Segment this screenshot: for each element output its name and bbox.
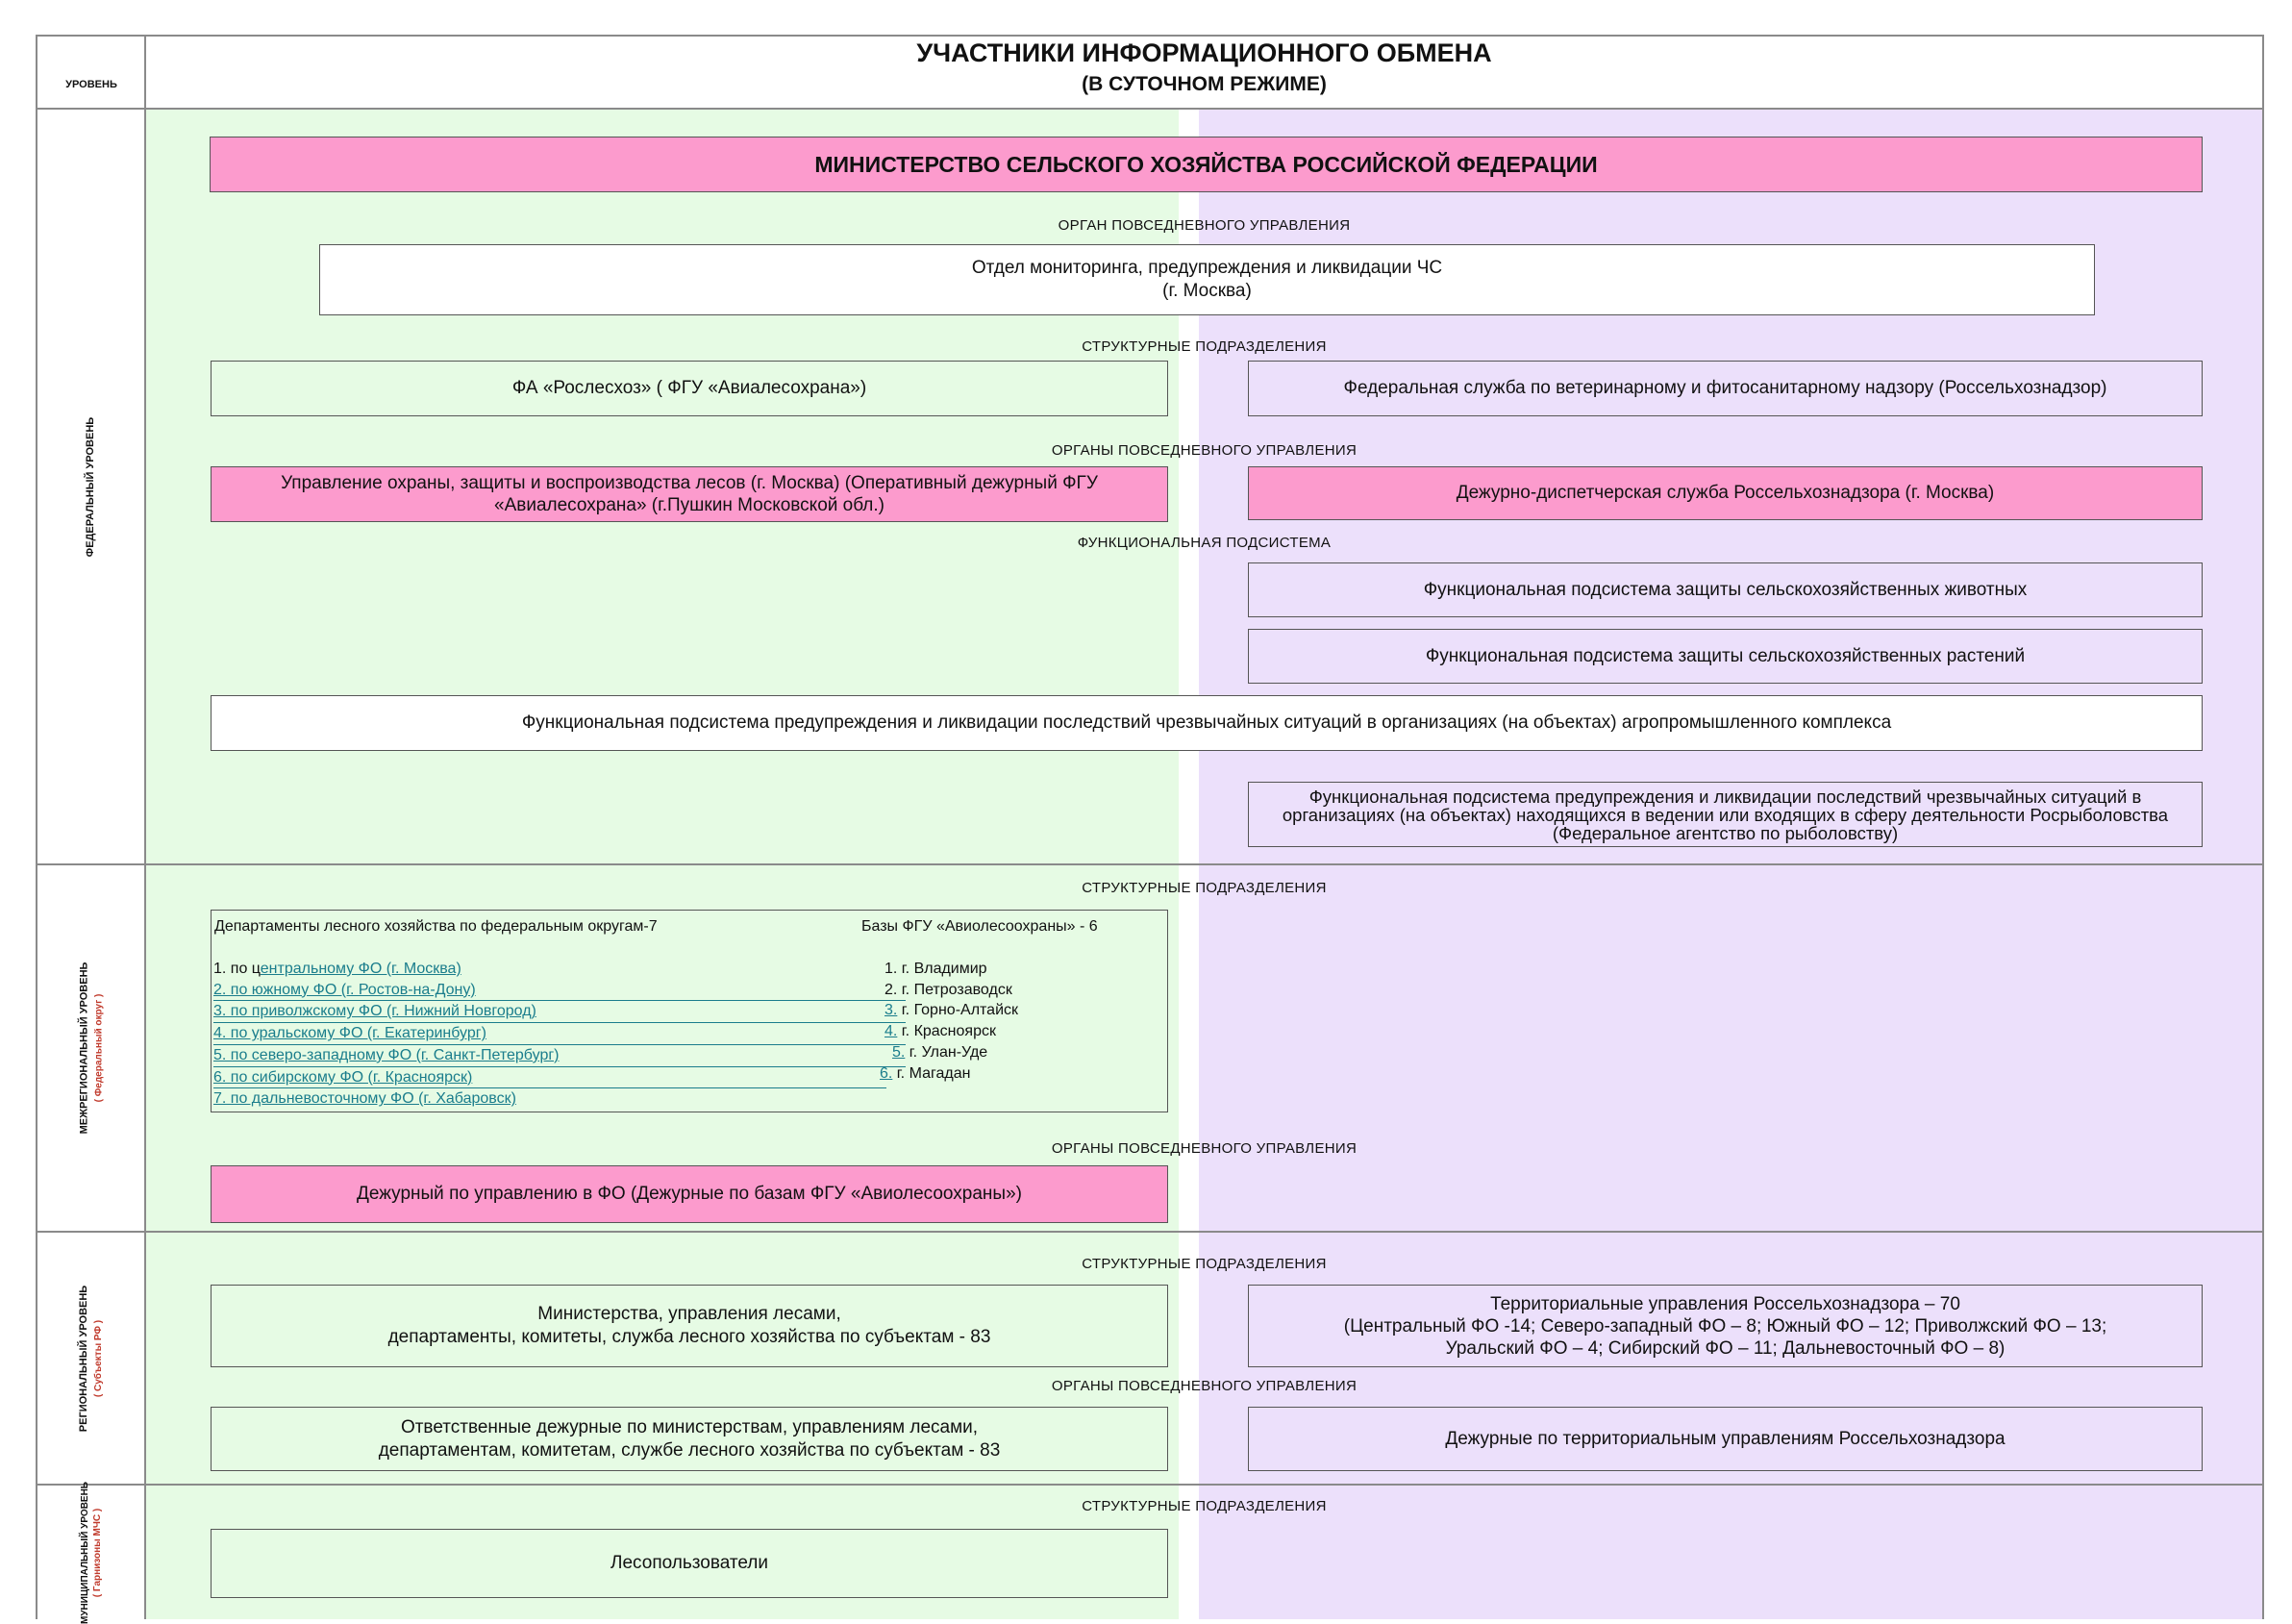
agro-subsystem-box <box>211 695 2203 751</box>
forest-users-name: Лесопользователи <box>610 1553 768 1573</box>
list-item[interactable] <box>213 1045 906 1067</box>
fishery-subsystem-name: Функциональная подсистема предупреждения и ликвидации последствий чрезвычайных ситуаций в организациях (на объектах) находящихся в ведении или входящих в сферу деятельности Росрыболовства (Федеральное агентство по рыболовству) <box>1282 786 2169 843</box>
ministry-box <box>210 137 2203 192</box>
interregional-level-label <box>38 865 144 1231</box>
regional-ministries-line1: Министерства, управления лесами, <box>537 1304 841 1324</box>
animals-subsystem-box <box>1248 562 2203 617</box>
monitoring-department-city: (г. Москва) <box>1162 281 1252 301</box>
animals-subsystem-name: Функциональная подсистема защиты сельскохозяйственных животных <box>1423 579 2028 600</box>
territorial-duty-name: Дежурные по территориальным управлениям Россельхознадзора <box>1445 1428 2006 1449</box>
department-number: 1. по ц <box>213 961 261 977</box>
territorial-duty-box <box>1248 1407 2203 1471</box>
agro-subsystem-name: Функциональная подсистема предупреждения и ликвидации последствий чрезвычайных ситуаций в организациях (на объектах) агропромышленного комплекса <box>521 712 1892 733</box>
regional-level-text: РЕГИОНАЛЬНЫЙ УРОВЕНЬ <box>78 1285 90 1432</box>
page-subtitle: (В СУТОЧНОМ РЕЖИМЕ) <box>1082 73 1327 95</box>
list-item <box>880 959 1130 980</box>
fa-rosleshoz-box <box>211 361 1168 416</box>
interregional-level-sub: ( Федеральный округ ) <box>93 993 105 1103</box>
list-item[interactable] <box>213 1023 906 1045</box>
regional-duty-line2: департаментам, комитетам, службе лесного хозяйства по субъектам - 83 <box>378 1439 1001 1461</box>
base-number: 4. <box>884 1023 898 1040</box>
territorial-directorates-line3: Уральский ФО – 4; Сибирский ФО – 11; Дальневосточный ФО – 8) <box>1445 1337 2006 1359</box>
base-city: г. Магадан <box>892 1064 971 1082</box>
list-item[interactable] <box>213 1088 906 1110</box>
department-link[interactable]: 7. по дальневосточному ФО (г. Хабаровск) <box>213 1090 516 1108</box>
federal-daily-orgs-heading: ОРГАНЫ ПОВСЕДНЕВНОГО УПРАВЛЕНИЯ <box>1051 442 1358 459</box>
base-number: 2. <box>884 981 898 998</box>
federal-daily-org-heading: ОРГАН ПОВСЕДНЕВНОГО УПРАВЛЕНИЯ <box>1058 217 1351 234</box>
territorial-directorates-line1: Территориальные управления Россельхознадзора – 70 <box>1490 1293 1960 1314</box>
regional-ministries-box <box>211 1285 1168 1367</box>
federal-functional-heading: ФУНКЦИОНАЛЬНАЯ ПОДСИСТЕМА <box>1077 535 1332 551</box>
duty-fo-box <box>211 1165 1168 1223</box>
grid-regional-bottom <box>36 1484 2264 1486</box>
monitoring-department-name: Отдел мониторинга, предупреждения и ликвидации ЧС <box>971 258 1443 278</box>
interregional-level-text: МЕЖРЕГИОНАЛЬНЫЙ УРОВЕНЬ <box>78 962 90 1135</box>
list-item <box>880 1000 1130 1021</box>
departments-title: Департаменты лесного хозяйства по федеральным округам-7 <box>214 918 658 935</box>
grid-federal-bottom <box>36 863 2264 865</box>
base-city: г. Горно-Алтайск <box>897 1002 1019 1019</box>
grid-header-bottom <box>36 108 2264 110</box>
federal-level-text: ФЕДЕРАЛЬНЫЙ УРОВЕНЬ <box>85 416 97 557</box>
departments-list <box>213 959 906 1110</box>
municipal-level-sub: ( Гарнизоны МЧС ) <box>92 1508 104 1597</box>
base-city: г. Красноярск <box>897 1023 996 1040</box>
base-city: г. Улан-Уде <box>905 1043 988 1061</box>
territorial-directorates-line2: (Центральный ФО -14; Северо-западный ФО – 8; Южный ФО – 12; Приволжский ФО – 13; <box>1343 1315 2107 1337</box>
list-item <box>880 980 1130 1001</box>
municipal-level-label <box>38 1481 144 1624</box>
department-link[interactable]: 6. по сибирскому ФО (г. Красноярск) <box>213 1068 473 1086</box>
department-link[interactable]: 4. по уральскому ФО (г. Екатеринбург) <box>213 1025 486 1042</box>
list-item[interactable] <box>213 1067 886 1089</box>
forest-users-box <box>211 1529 1168 1598</box>
list-item <box>880 1021 1130 1042</box>
regional-level-sub: ( Субъекты РФ ) <box>93 1319 105 1397</box>
department-link[interactable]: 2. по южному ФО (г. Ростов-на-Дону) <box>213 981 476 998</box>
page-title: УЧАСТНИКИ ИНФОРМАЦИОННОГО ОБМЕНА <box>916 38 1492 67</box>
plants-subsystem-name: Функциональная подсистема защиты сельскохозяйственных растений <box>1425 645 2026 666</box>
list-item <box>880 1063 1130 1085</box>
base-city: г. Петрозаводск <box>897 981 1012 998</box>
level-column-header: УРОВЕНЬ <box>65 79 117 90</box>
regional-struct-heading: СТРУКТУРНЫЕ ПОДРАЗДЕЛЕНИЯ <box>1082 1256 1327 1272</box>
base-city: г. Владимир <box>897 961 987 977</box>
forest-management-name: Управление охраны, защиты и воспроизводства лесов (г. Москва) (Оперативный дежурный ФГУ «Авиалесохрана» (г.Пушкин Московской обл.) <box>281 473 1098 515</box>
base-number: 1. <box>884 961 898 977</box>
grid-top <box>36 35 2264 37</box>
base-number: 6. <box>880 1064 893 1082</box>
regional-duty-line1: Ответственные дежурные по министерствам, управлениям лесами, <box>400 1416 979 1437</box>
regional-duty-box <box>211 1407 1168 1471</box>
ministry-title: МИНИСТЕРСТВО СЕЛЬСКОГО ХОЗЯЙСТВА РОССИЙСКОЙ ФЕДЕРАЦИИ <box>814 152 1598 177</box>
municipal-struct-heading: СТРУКТУРНЫЕ ПОДРАЗДЕЛЕНИЯ <box>1082 1498 1327 1514</box>
monitoring-department-box <box>319 244 2095 315</box>
rosselhoznadzor-name: Федеральная служба по ветеринарному и фитосанитарному надзору (Россельхознадзор) <box>1343 378 2107 398</box>
grid-right <box>2262 35 2264 1619</box>
list-item[interactable] <box>213 1001 906 1023</box>
list-item[interactable] <box>213 959 906 980</box>
department-link[interactable]: 3. по приволжскому ФО (г. Нижний Новгород) <box>213 1003 536 1020</box>
fishery-subsystem-box <box>1248 782 2203 847</box>
list-item[interactable] <box>213 980 906 1002</box>
plants-subsystem-box <box>1248 629 2203 684</box>
municipal-level-text: МУНИЦИПАЛЬНЫЙ УРОВЕНЬ <box>80 1481 91 1624</box>
department-link[interactable]: ентральному ФО (г. Москва) <box>260 961 461 977</box>
federal-level-label <box>38 110 144 863</box>
regional-ministries-line2: департаменты, комитеты, служба лесного хозяйства по субъектам - 83 <box>387 1327 991 1347</box>
fa-rosleshoz-name: ФА «Рослесхоз» ( ФГУ «Авиалесохрана») <box>511 378 867 398</box>
bases-title: Базы ФГУ «Авиолесоохраны» - 6 <box>861 918 1098 935</box>
duty-fo-name: Дежурный по управлению в ФО (Дежурные по базам ФГУ «Авиолесоохраны») <box>357 1184 1022 1204</box>
bases-list <box>880 959 1130 1084</box>
list-item <box>880 1042 1130 1063</box>
rosselhoznadzor-box <box>1248 361 2203 416</box>
grid-interregional-bottom <box>36 1231 2264 1233</box>
regional-level-label <box>38 1233 144 1484</box>
territorial-directorates-box <box>1248 1285 2203 1367</box>
interregional-struct-heading: СТРУКТУРНЫЕ ПОДРАЗДЕЛЕНИЯ <box>1082 880 1327 896</box>
base-number: 5. <box>892 1043 906 1061</box>
interregional-daily-orgs-heading: ОРГАНЫ ПОВСЕДНЕВНОГО УПРАВЛЕНИЯ <box>1051 1140 1358 1157</box>
dispatch-service-name: Дежурно-диспетчерская служба Россельхознадзора (г. Москва) <box>1456 483 1995 503</box>
dispatch-service-box <box>1248 466 2203 520</box>
federal-struct-heading: СТРУКТУРНЫЕ ПОДРАЗДЕЛЕНИЯ <box>1082 338 1327 355</box>
base-number: 3. <box>884 1002 898 1019</box>
department-link[interactable]: 5. по северо-западному ФО (г. Санкт-Петербург) <box>213 1046 560 1063</box>
forest-management-box <box>211 466 1168 522</box>
grid-left <box>36 35 37 1619</box>
regional-daily-orgs-heading: ОРГАНЫ ПОВСЕДНЕВНОГО УПРАВЛЕНИЯ <box>1051 1378 1358 1394</box>
